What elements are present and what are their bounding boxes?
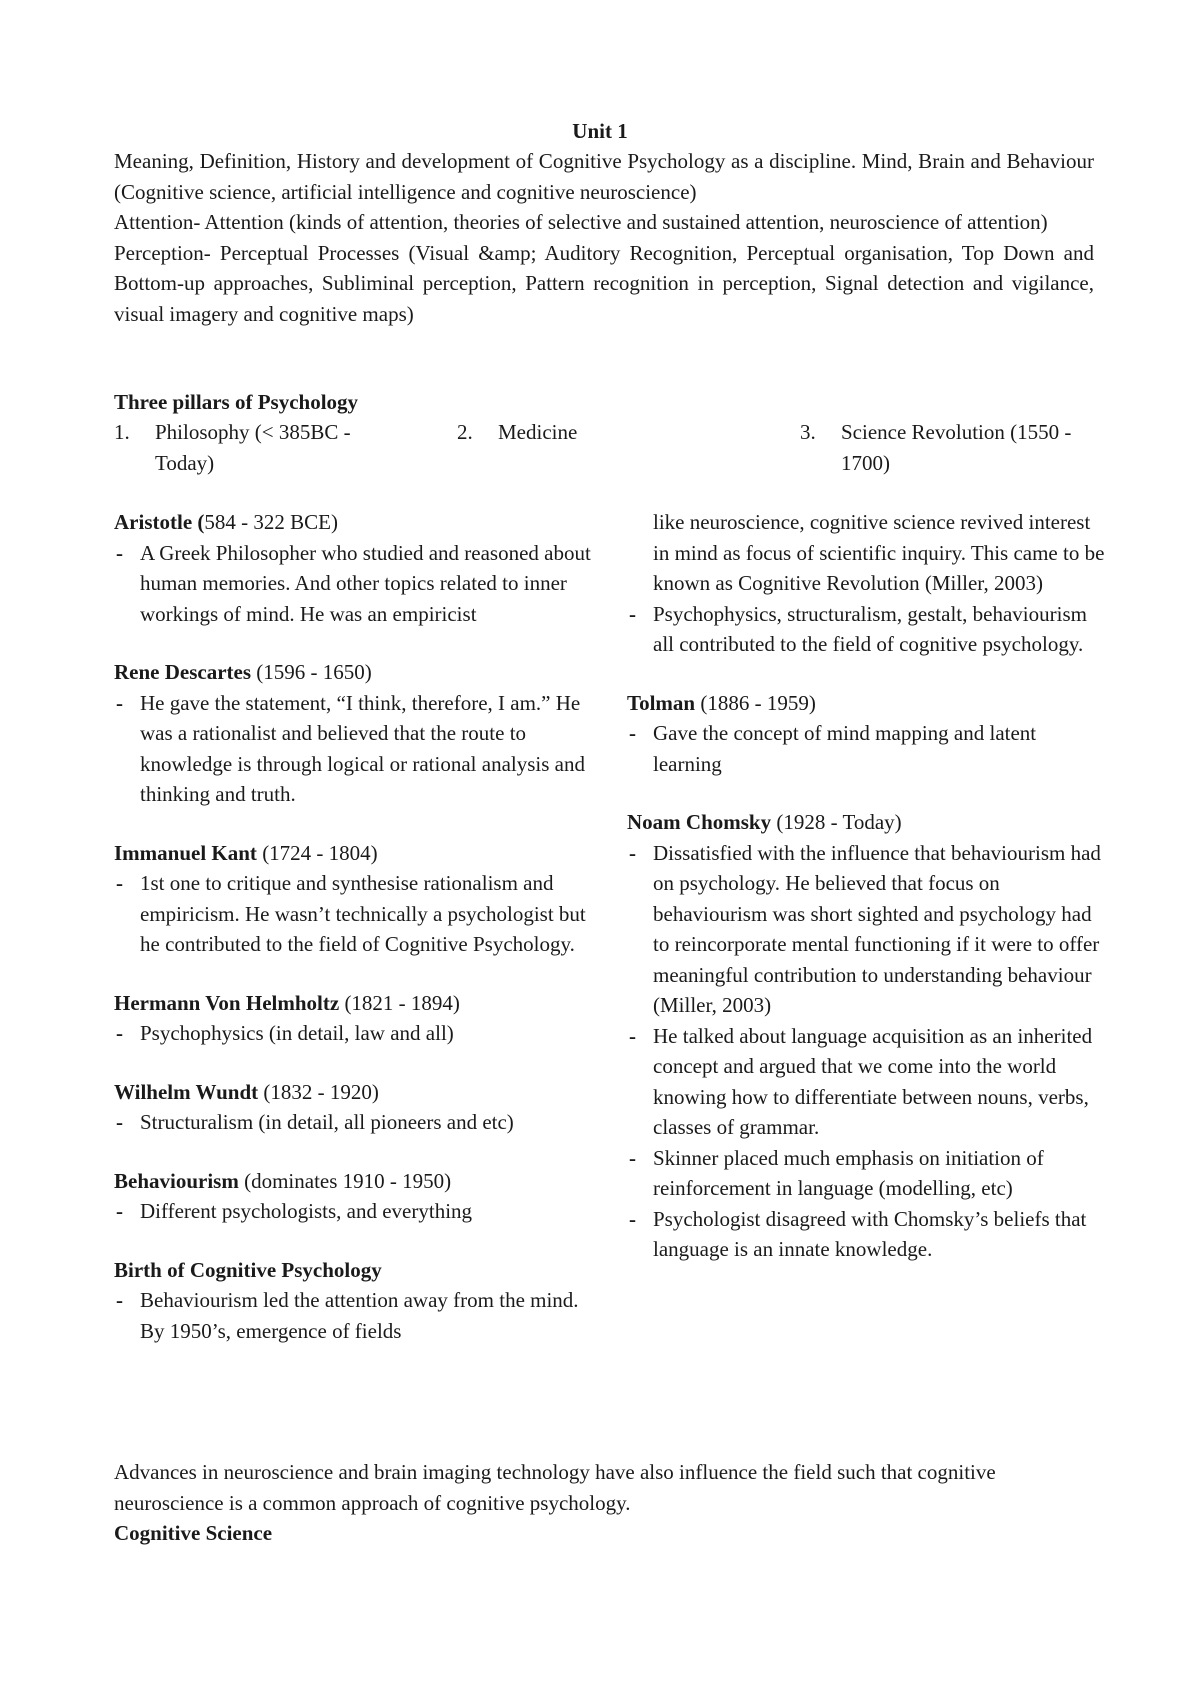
- section-continuation: [627, 507, 1107, 660]
- closing-paragraph: Advances in neuroscience and brain imaging technology have also influence the field such that cognitive neuroscience is a common approach of cognitive psychology.: [114, 1460, 996, 1515]
- bullet-item: - Gave the concept of mind mapping and latent learning: [627, 718, 1107, 779]
- cognitive-science-heading: Cognitive Science: [114, 1521, 273, 1545]
- pillar-text: Science Revolution (1550 - 1700): [841, 420, 1072, 475]
- section-name: Noam Chomsky: [627, 810, 772, 834]
- section-behaviourism: [114, 1166, 604, 1227]
- section-name: Aristotle (: [114, 510, 205, 534]
- intro-paragraph: Perception- Perceptual Processes (Visual &amp; Auditory Recognition, Perceptual organisation, Top Down and Bottom-up approaches, Subliminal perception, Pattern recognition in perception, Signal detection and vigilance, visual imagery and cognitive maps): [114, 240, 1094, 326]
- section-dates: (1832 - 1920): [258, 1079, 379, 1104]
- section-dates: (dominates 1910 - 1950): [238, 1168, 452, 1193]
- section-aristotle: [114, 507, 604, 629]
- bullet-item: - 1st one to critique and synthesise rationalism and empiricism. He wasn’t technically a psychologist but he contributed to the field of Cognitive Psychology.: [114, 868, 604, 960]
- pillar-number: 2.: [457, 420, 473, 444]
- pillar-item: [114, 417, 414, 478]
- section-dates: (1724 - 1804): [256, 840, 378, 865]
- section-descartes: [114, 657, 604, 810]
- section-name: Immanuel Kant: [114, 840, 257, 865]
- pillar-text: Medicine: [498, 420, 578, 444]
- section-kant: [114, 838, 604, 960]
- section-chomsky: [627, 807, 1107, 1265]
- pillar-item: [457, 417, 757, 448]
- section-wundt: [114, 1077, 604, 1138]
- section-name: Wilhelm Wundt: [114, 1079, 259, 1104]
- closing-block: [114, 1457, 1094, 1549]
- continuation-text: like neuroscience, cognitive science revived interest in mind as focus of scientific inquiry. This came to be known as Cognitive Revolution (Miller, 2003): [653, 510, 1105, 595]
- intro-paragraph: Meaning, Definition, History and development of Cognitive Psychology as a discipline. Mind, Brain and Behaviour (Cognitive science, artificial intelligence and cognitive neuroscience): [114, 149, 1094, 204]
- section-tolman: [627, 688, 1107, 780]
- bullet-item: - He gave the statement, “I think, therefore, I am.” He was a rationalist and believed that the route to knowledge is through logical or rational analysis and thinking and truth.: [114, 688, 604, 810]
- pillar-number: 3.: [800, 420, 816, 444]
- bullet-item: - Different psychologists, and everything: [114, 1196, 604, 1227]
- section-dates: (1928 - Today): [771, 810, 902, 834]
- bullet-item: - A Greek Philosopher who studied and reasoned about human memories. And other topics related to inner workings of mind. He was an empiricist: [114, 538, 604, 630]
- pillar-item: [800, 417, 1110, 478]
- section-helmholtz: [114, 988, 604, 1049]
- left-column: [114, 507, 604, 1374]
- right-column: [627, 507, 1107, 1293]
- bullet-item: - He talked about language acquisition as an inherited concept and argued that we come into the world knowing how to differentiate between nouns, verbs, classes of grammar.: [627, 1021, 1107, 1143]
- section-dates: 584 - 322 BCE): [204, 510, 338, 534]
- section-name: Tolman: [627, 690, 696, 715]
- pillar-number: 1.: [114, 420, 130, 444]
- pillar-text: Philosophy (< 385BC - Today): [155, 420, 351, 475]
- pillars-heading: Three pillars of Psychology: [114, 390, 359, 414]
- unit-title: Unit 1: [572, 119, 628, 143]
- intro-paragraph: Attention- Attention (kinds of attention, theories of selective and sustained attention, neuroscience of attention): [114, 210, 1048, 234]
- section-name: Hermann Von Helmholtz: [114, 990, 340, 1015]
- section-birth-cognitive: [114, 1255, 604, 1347]
- syllabus-intro: [114, 146, 1094, 329]
- section-name: Behaviourism: [114, 1168, 239, 1193]
- section-dates: (1886 - 1959): [695, 690, 816, 715]
- bullet-item: - Skinner placed much emphasis on initiation of reinforcement in language (modelling, etc): [627, 1143, 1107, 1204]
- section-name: Rene Descartes: [114, 660, 252, 684]
- bullet-item: - Psychophysics, structuralism, gestalt, behaviourism all contributed to the field of cognitive psychology.: [627, 599, 1107, 660]
- bullet-item: - Dissatisfied with the influence that behaviourism had on psychology. He believed that focus on behaviourism was short sighted and psychology had to reincorporate mental functioning if it were to offer meaningful contribution to understanding behaviour (Miller, 2003): [627, 838, 1107, 1021]
- section-name: Birth of Cognitive Psychology: [114, 1257, 382, 1282]
- bullet-item: - Psychophysics (in detail, law and all): [114, 1018, 604, 1049]
- bullet-item: - Behaviourism led the attention away from the mind. By 1950’s, emergence of fields: [114, 1285, 604, 1346]
- bullet-item: - Structuralism (in detail, all pioneers and etc): [114, 1107, 604, 1138]
- bullet-item: - Psychologist disagreed with Chomsky’s beliefs that language is an innate knowledge.: [627, 1204, 1107, 1265]
- section-dates: (1821 - 1894): [339, 990, 460, 1015]
- section-dates: (1596 - 1650): [251, 660, 372, 684]
